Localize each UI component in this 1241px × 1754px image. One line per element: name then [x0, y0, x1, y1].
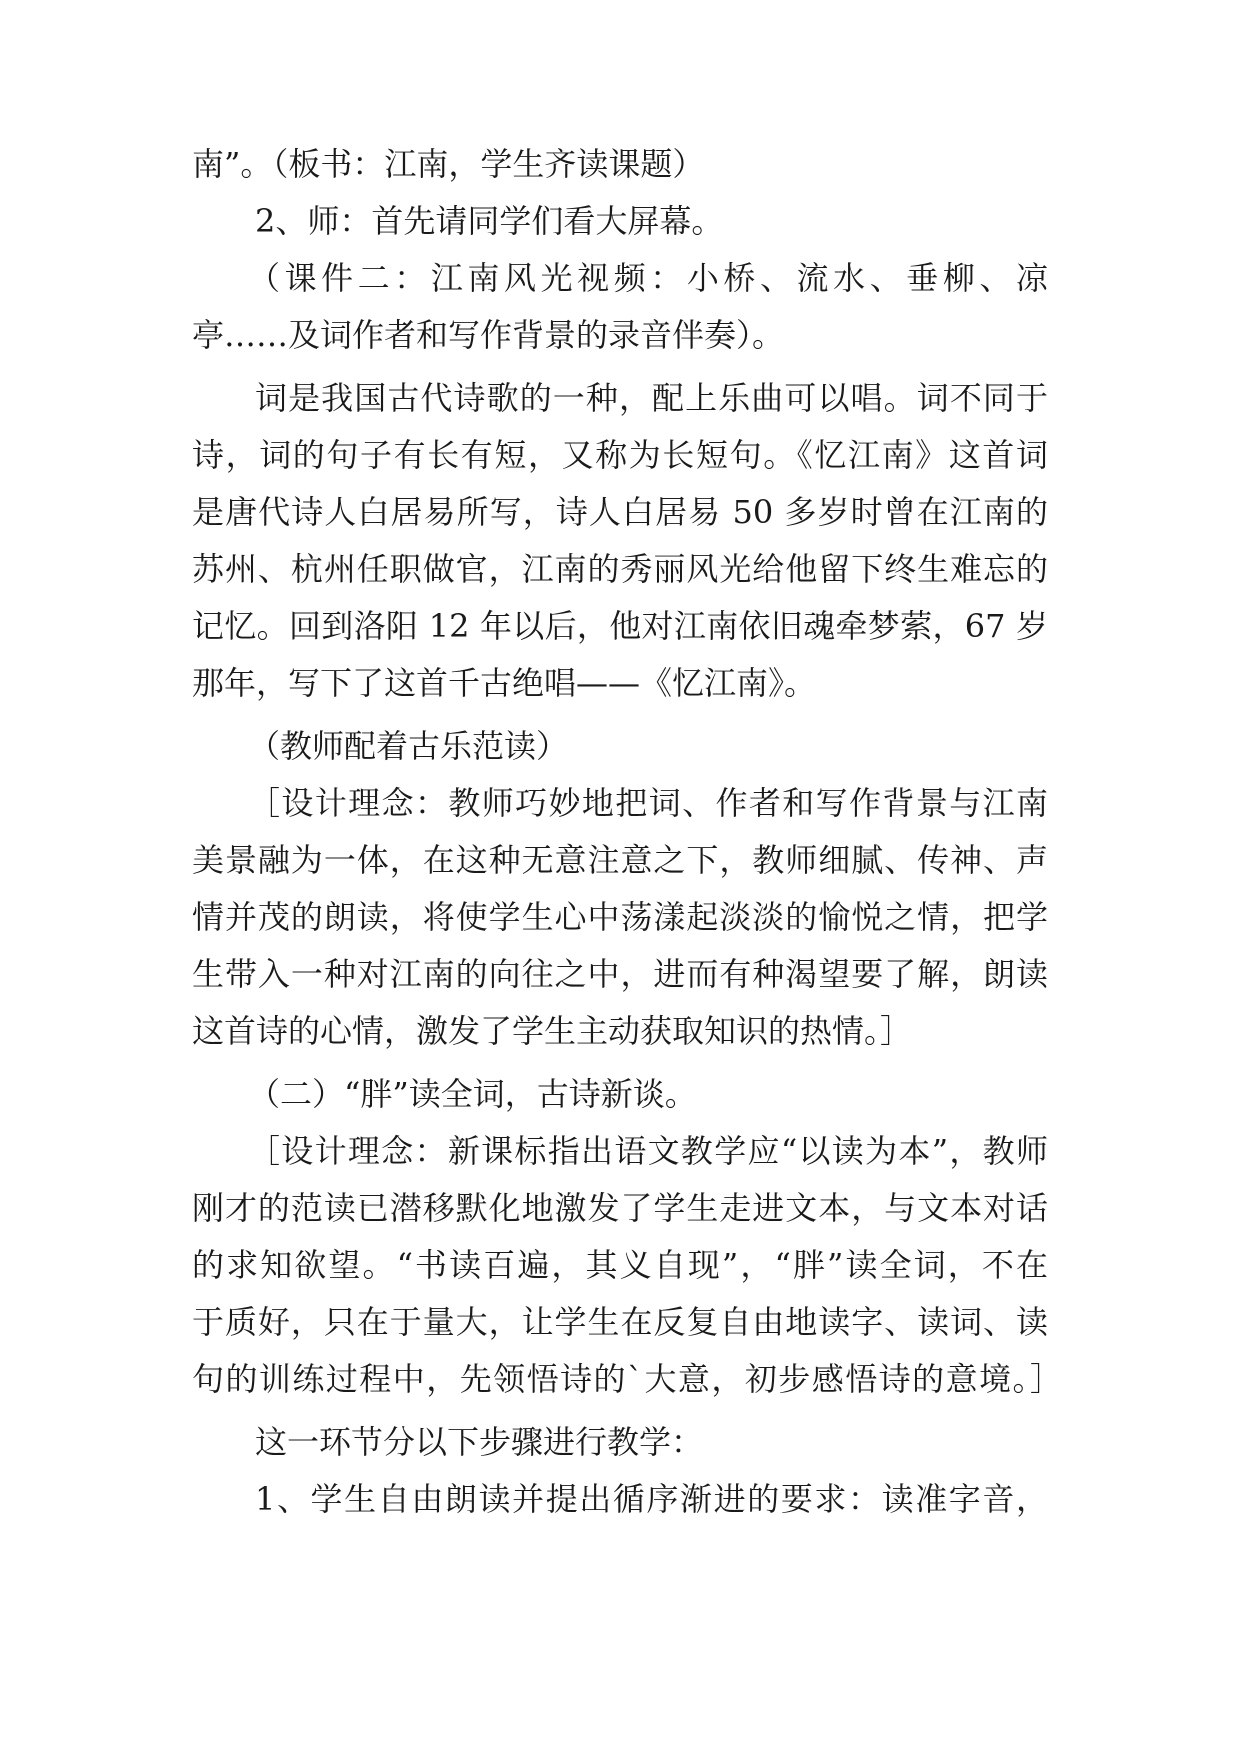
text-line: 的求知欲望。“书读百遍，其义自现”，“胖”读全词，不在: [192, 1246, 1048, 1284]
text-line: 于质好，只在于量大，让学生在反复自由地读字、读词、读: [192, 1303, 1048, 1341]
text-line: 苏州、杭州任职做官，江南的秀丽风光给他留下终生难忘的: [192, 550, 1048, 588]
text-line: 南”。（板书：江南，学生齐读课题）: [192, 145, 705, 183]
text-line: 亭……及词作者和写作背景的录音伴奏）。: [192, 316, 785, 354]
text-line: （课件二：江南风光视频：小桥、流水、垂柳、凉: [248, 259, 1048, 297]
text-line: 刚才的范读已潜移默化地激发了学生走进文本，与文本对话: [192, 1189, 1048, 1227]
text-line: 1、学生自由朗读并提出循序渐进的要求：读准字音，: [255, 1480, 1048, 1518]
text-line: 诗，词的句子有长有短，又称为长短句。《忆江南》这首词: [192, 436, 1048, 474]
text-line: ［设计理念：新课标指出语文教学应“以读为本”，教师: [248, 1132, 1048, 1170]
text-line: 那年，写下了这首千古绝唱——《忆江南》。: [192, 664, 817, 702]
text-line: ［设计理念：教师巧妙地把词、作者和写作背景与江南: [248, 784, 1048, 822]
section-heading: （二）“胖”读全词，古诗新谈。: [248, 1075, 697, 1113]
text-line: 情并茂的朗读，将使学生心中荡漾起淡淡的愉悦之情，把学: [192, 898, 1048, 936]
text-line: 生带入一种对江南的向往之中，进而有种渴望要了解，朗读: [192, 955, 1048, 993]
text-line: 是唐代诗人白居易所写，诗人白居易 50 多岁时曾在江南的: [192, 493, 1048, 531]
text-line: （教师配着古乐范读）: [248, 727, 569, 765]
text-line: 美景融为一体，在这种无意注意之下，教师细腻、传神、声: [192, 841, 1048, 879]
text-line: 这首诗的心情，激发了学生主动获取知识的热情。］: [192, 1012, 913, 1050]
text-line: 句的训练过程中，先领悟诗的`大意，初步感悟诗的意境。］: [192, 1360, 1062, 1398]
text-line: 词是我国古代诗歌的一种，配上乐曲可以唱。词不同于: [255, 379, 1048, 417]
text-line: 记忆。回到洛阳 12 年以后，他对江南依旧魂牵梦萦，67 岁: [192, 607, 1048, 645]
text-line: 这一环节分以下步骤进行教学：: [255, 1423, 704, 1461]
text-line: 2、师：首先请同学们看大屏幕。: [255, 202, 724, 240]
